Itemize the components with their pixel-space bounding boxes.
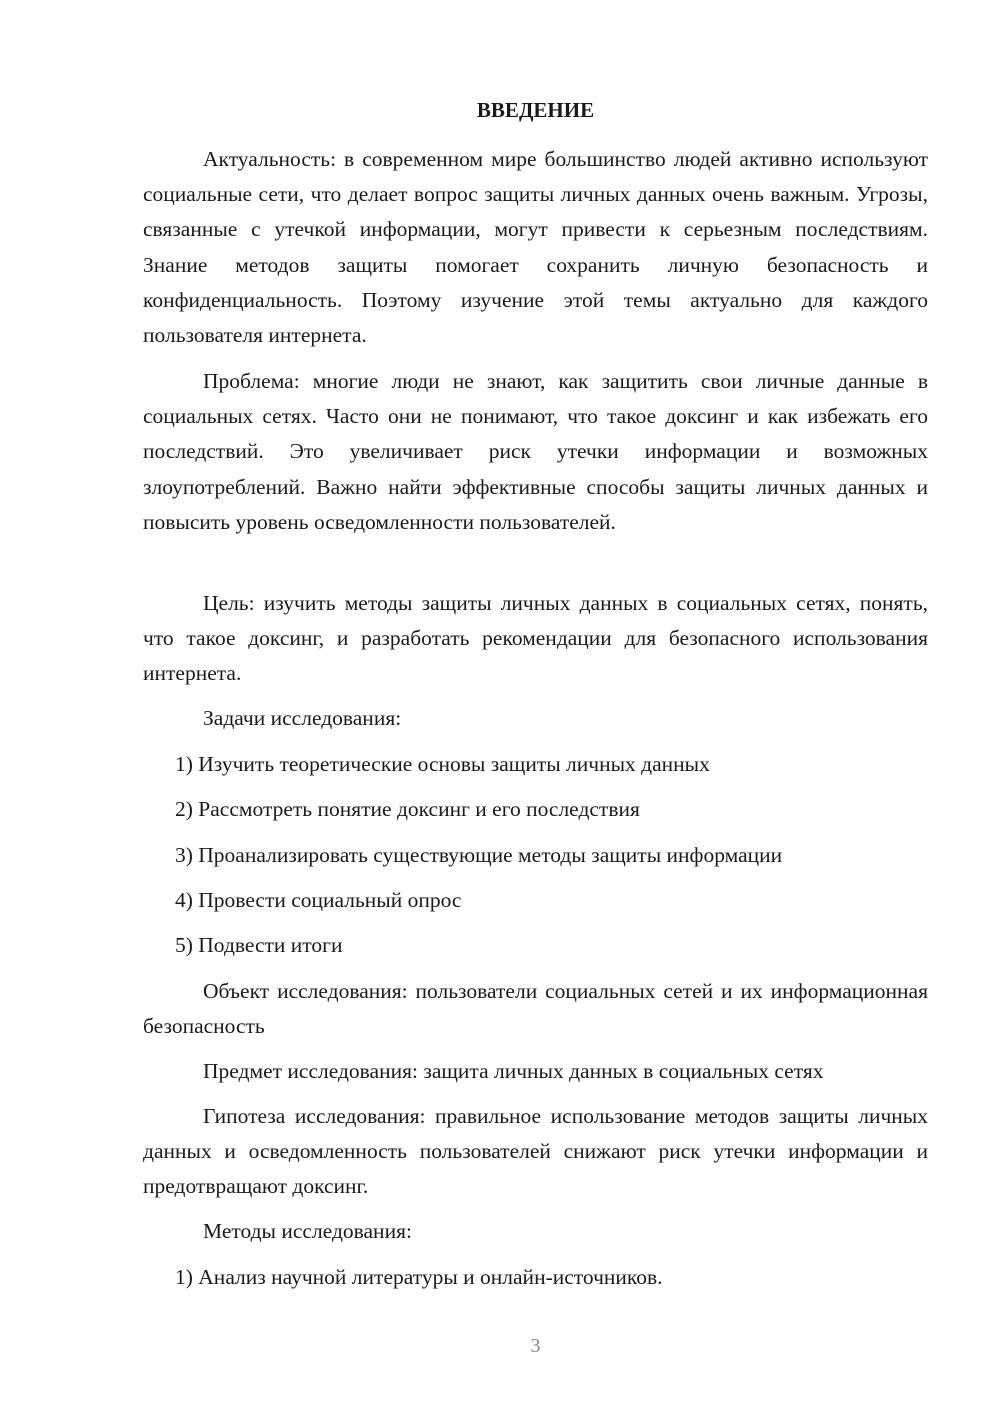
task-item-4: 4) Провести социальный опрос <box>175 888 462 912</box>
page-title: ВВЕДЕНИЕ <box>476 98 595 122</box>
task-item-1: 1) Изучить теоретические основы защиты личных данных <box>175 752 710 776</box>
tasks-title: Задачи исследования: <box>203 706 402 730</box>
method-item-1: 1) Анализ научной литературы и онлайн-источников. <box>175 1265 663 1289</box>
object-paragraph: Объект исследования: пользователи социальных сетей и их информационная безопасность <box>143 979 928 1039</box>
task-item-5: 5) Подвести итоги <box>175 933 343 957</box>
goal-paragraph: Цель: изучить методы защиты личных данных в социальных сетях, понять, что такое доксинг, и разработать рекомендации для безопасного использования интернета. <box>143 591 928 686</box>
document-page <box>143 0 928 1414</box>
task-item-2: 2) Рассмотреть понятие доксинг и его последствия <box>175 797 640 821</box>
problem-paragraph: Проблема: многие люди не знают, как защитить свои личные данные в социальных сетях. Часто они не понимают, что такое доксинг и как избежать его последствий. Это увеличивает риск утечки информации и возможных злоупотреблений. Важно найти эффективные способы защиты личных данных и повысить уровень осведомленности пользователей. <box>143 369 928 534</box>
task-item-3: 3) Проанализировать существующие методы защиты информации <box>175 843 783 867</box>
hypothesis-paragraph: Гипотеза исследования: правильное использование методов защиты личных данных и осведомленность пользователей снижают риск утечки информации и предотвращают доксинг. <box>143 1104 928 1199</box>
page-number: 3 <box>530 1335 541 1357</box>
relevance-paragraph: Актуальность: в современном мире большинство людей активно используют социальные сети, что делает вопрос защиты личных данных очень важным. Угрозы, связанные с утечкой информации, могут привести к серьезным последствиям. Знание методов защиты помогает сохранить личную безопасность и конфиденциальность. Поэтому изучение этой темы актуально для каждого пользователя интернета. <box>143 147 928 348</box>
methods-title: Методы исследования: <box>203 1219 412 1243</box>
subject-paragraph: Предмет исследования: защита личных данных в социальных сетях <box>203 1059 824 1083</box>
